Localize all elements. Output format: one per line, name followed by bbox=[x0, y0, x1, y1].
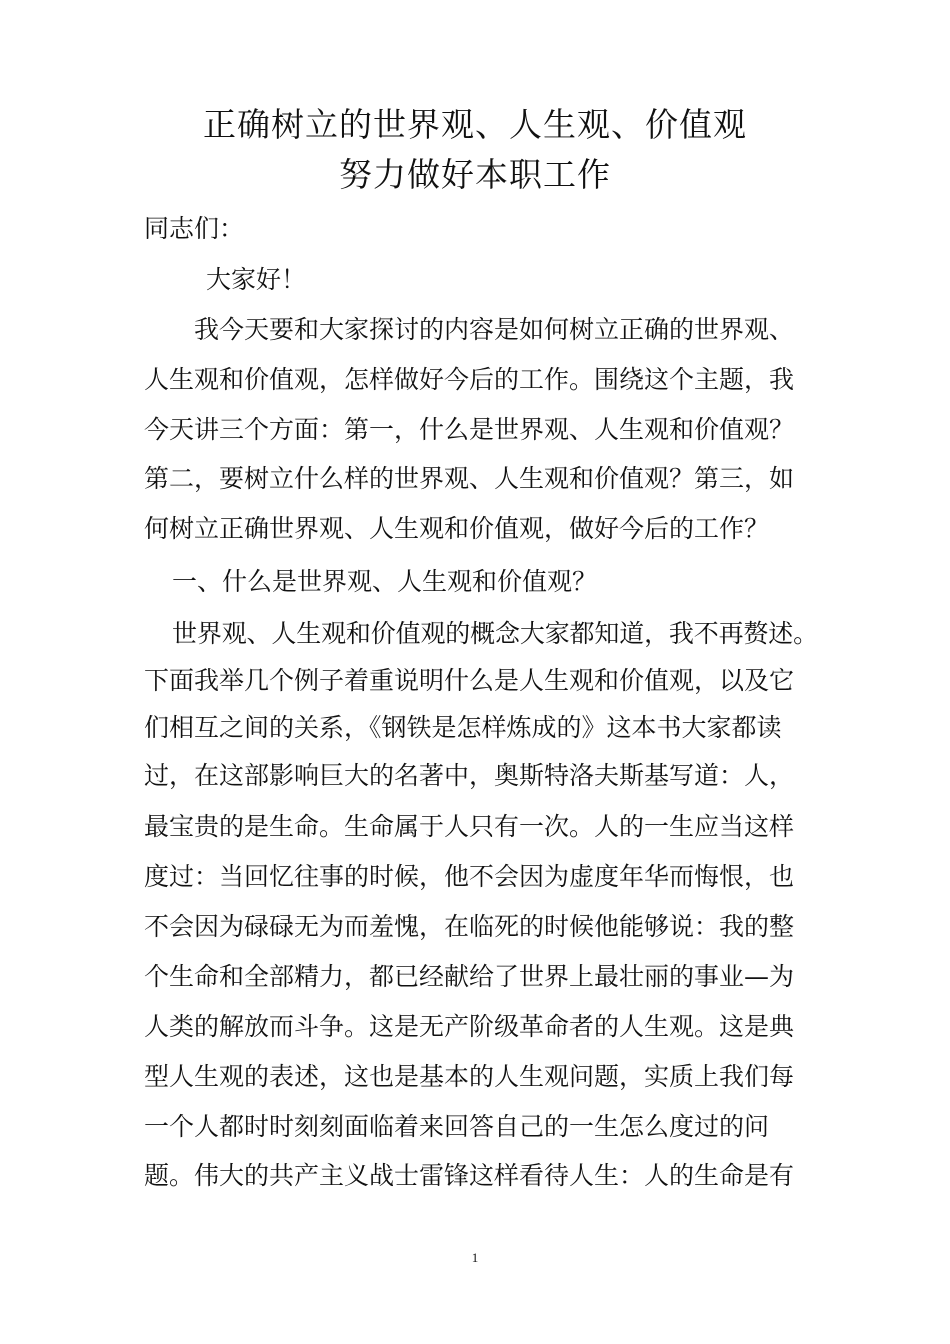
paragraph-2-line: 们相互之间的关系，《钢铁是怎样炼成的》这本书大家都读 bbox=[144, 713, 782, 742]
document-title-line-2: 努力做好本职工作 bbox=[339, 155, 611, 194]
paragraph-2-line: 世界观、人生观和价值观的概念大家都知道，我不再赘述。 bbox=[172, 619, 819, 648]
paragraph-2-line: 最宝贵的是生命。生命属于人只有一次。人的一生应当这样 bbox=[144, 812, 795, 841]
salutation: 同志们： bbox=[144, 214, 245, 243]
paragraph-2-line: 下面我举几个例子着重说明什么是人生观和价值观，以及它 bbox=[144, 666, 795, 695]
paragraph-2-line: 型人生观的表述，这也是基本的人生观问题，实质上我们每 bbox=[144, 1062, 795, 1091]
paragraph-2-line: 题。伟大的共产主义战士雷锋这样看待人生：人的生命是有 bbox=[144, 1161, 795, 1190]
section-heading-1: 一、什么是世界观、人生观和价值观？ bbox=[172, 567, 598, 596]
paragraph-2-line: 度过：当回忆往事的时候，他不会因为虚度年华而悔恨，也 bbox=[144, 862, 795, 891]
page-number: 1 bbox=[471, 1250, 479, 1265]
paragraph-1-line: 第二，要树立什么样的世界观、人生观和价值观？第三，如 bbox=[144, 464, 795, 493]
paragraph-2-line: 一个人都时时刻刻面临着来回答自己的一生怎么度过的问 bbox=[144, 1112, 770, 1141]
paragraph-1-line: 今天讲三个方面：第一，什么是世界观、人生观和价值观？ bbox=[144, 415, 795, 444]
paragraph-1-line: 何树立正确世界观、人生观和价值观，做好今后的工作？ bbox=[144, 514, 770, 543]
document-title-line-1: 正确树立的世界观、人生观、价值观 bbox=[203, 105, 747, 144]
greeting: 大家好！ bbox=[206, 265, 307, 294]
paragraph-1-line: 人生观和价值观，怎样做好今后的工作。围绕这个主题，我 bbox=[144, 365, 795, 394]
paragraph-2-line: 个生命和全部精力，都已经献给了世界上最壮丽的事业—为 bbox=[144, 962, 795, 991]
paragraph-2-line: 人类的解放而斗争。这是无产阶级革命者的人生观。这是典 bbox=[144, 1012, 795, 1041]
paragraph-2-line: 不会因为碌碌无为而羞愧，在临死的时候他能够说：我的整 bbox=[144, 912, 795, 941]
paragraph-2-line: 过，在这部影响巨大的名著中，奥斯特洛夫斯基写道：人， bbox=[144, 761, 795, 790]
paragraph-1-line: 我今天要和大家探讨的内容是如何树立正确的世界观、 bbox=[194, 315, 795, 344]
